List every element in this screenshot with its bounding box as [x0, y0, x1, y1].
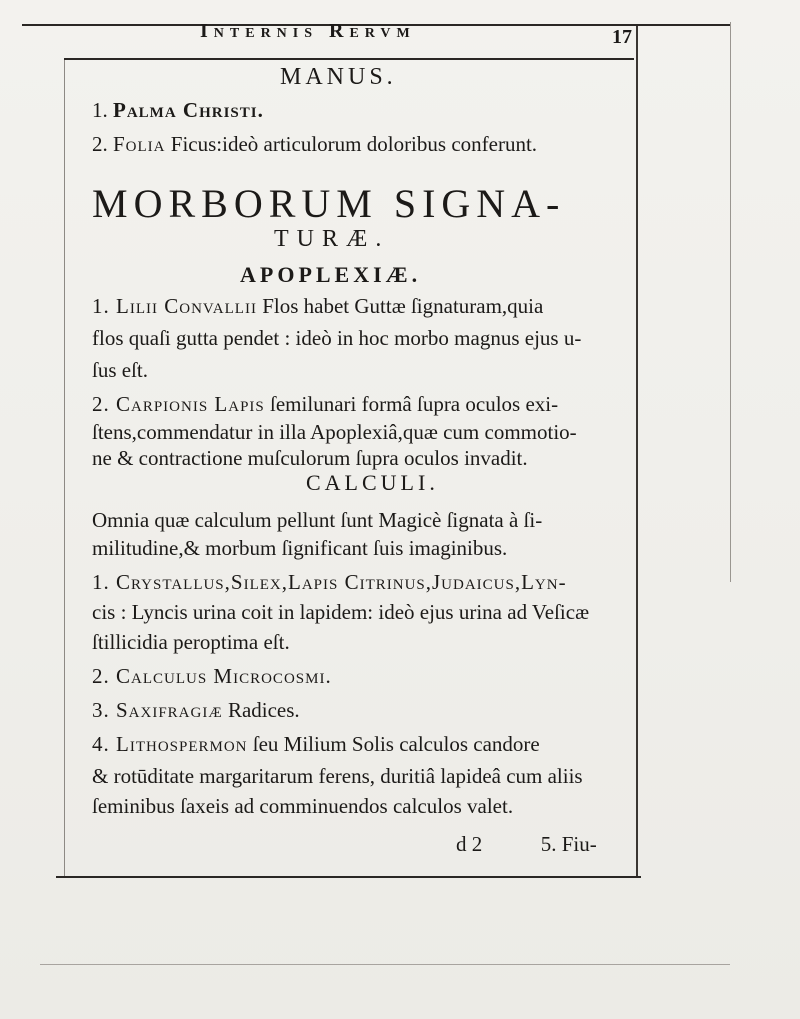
subheading-calculi: CALCULI.	[306, 470, 439, 495]
manus-item-1	[92, 98, 264, 123]
text-line	[92, 570, 567, 595]
right-frame-line	[636, 26, 638, 876]
header-rule	[64, 58, 634, 60]
item-number: 2.	[92, 132, 108, 156]
text-line	[92, 664, 332, 689]
bleed-through-line	[730, 22, 731, 582]
line-text: & rotūditate margaritarum ferens, duritiâ lapideâ cum aliis	[92, 764, 583, 788]
line-text: ſemilunari formâ ſupra oculos exi-	[264, 392, 559, 416]
line-text: militudine,& morbum ſignificant ſuis imaginibus.	[92, 536, 508, 560]
text-line	[92, 536, 507, 561]
line-lead: 1. Lilii Convallii	[92, 294, 257, 318]
left-frame-line	[64, 60, 65, 876]
text-line	[92, 420, 577, 445]
text-line	[92, 764, 583, 789]
item-text: Ficus:ideò articulorum doloribus conferunt.	[170, 132, 538, 156]
section-heading-manus: MANUS.	[280, 64, 397, 90]
text-line	[92, 446, 528, 471]
item-number: 1.	[92, 98, 108, 122]
text-line	[92, 326, 581, 351]
item-name: Folia	[113, 132, 166, 156]
line-text: Omnia quæ calculum pellunt ſunt Magicè ſignata à ſi-	[92, 508, 543, 532]
line-text: Radices.	[222, 698, 300, 722]
section-title-line-1: MORBORUM SIGNA-	[92, 181, 566, 226]
line-text: ſtens,commendatur in illa Apoplexiâ,quæ cum commotio-	[92, 420, 577, 444]
line-text: ſeminibus ſaxeis ad comminuendos calculos valet.	[92, 794, 514, 818]
text-line	[92, 358, 148, 383]
text-line	[92, 508, 542, 533]
line-lead: 3. Saxifragiæ	[92, 698, 223, 722]
line-lead: 4. Lithospermon	[92, 732, 248, 756]
bleed-through-line-bottom	[40, 964, 730, 965]
line-text: ſus eſt.	[92, 358, 148, 382]
page-footer	[456, 832, 597, 857]
bottom-rule	[56, 876, 641, 878]
text-line	[92, 732, 540, 757]
line-text: cis : Lyncis urina coit in lapidem: ideò ejus urina ad Veſicæ	[92, 600, 590, 624]
catchword: 5. Fiu-	[540, 832, 597, 856]
running-title: Internis Rervm	[200, 20, 416, 42]
page-number: 17	[612, 26, 632, 48]
manus-item-2	[92, 132, 537, 157]
line-lead: 2. Calculus Microcosmi.	[92, 664, 332, 688]
item-name: Palma Christi.	[113, 98, 264, 122]
section-title-line-2: TURÆ.	[274, 226, 390, 252]
text-line	[92, 698, 300, 723]
line-text: flos quaſi gutta pendet : ideò in hoc morbo magnus ejus u-	[92, 326, 582, 350]
text-line	[92, 600, 589, 625]
text-line	[92, 392, 558, 417]
subheading-apoplexiae: APOPLEXIÆ.	[240, 262, 422, 287]
line-text: ſeu Milium Solis calculos candore	[247, 732, 540, 756]
line-text: ne & contractione muſculorum ſupra oculos invadit.	[92, 446, 528, 470]
line-lead: 1. Crystallus,Silex,Lapis Citrinus,Judaicus,Lyn-	[92, 570, 567, 594]
text-line	[92, 294, 543, 319]
signature-mark: d 2	[456, 832, 483, 856]
line-text: ſtillicidia peroptima eſt.	[92, 630, 290, 654]
text-line	[92, 794, 513, 819]
text-line	[92, 630, 290, 655]
line-text: Flos habet Guttæ ſignaturam,quia	[256, 294, 544, 318]
line-lead: 2. Carpionis Lapis	[92, 392, 265, 416]
